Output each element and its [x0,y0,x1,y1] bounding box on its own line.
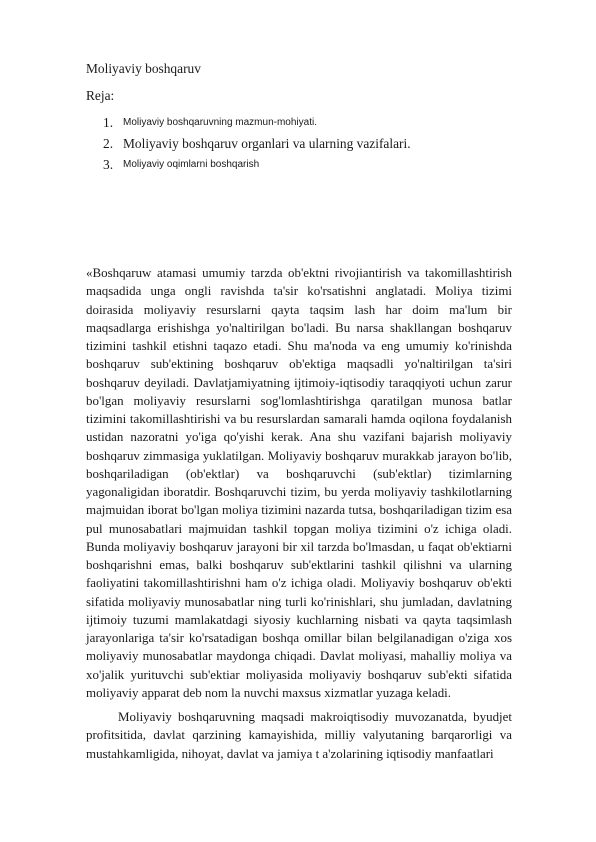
paragraph: Moliyaviy boshqaruvning maqsadi makroiqtisodiy muvozanatda, byudjet profitsitida, davlat qarzining kamayishida, milliy valyutaning barqarorligi va mustahkamligida, nihoyat, davlat va jamiya t a'zolarining iqtisodiy manfaatlari [86,709,512,761]
plan-item-text: Moliyaviy oqimlarni boshqarish [123,159,260,170]
plan-item [103,112,411,133]
plan-item-number: 2. [103,135,114,151]
plan-heading: Reja: [86,88,115,103]
plan-item-number: 1. [103,114,114,130]
plan-item [103,133,411,154]
body-text [86,264,512,763]
plan-item-text: Moliyaviy boshqaruvning mazmun-mohiyati. [123,117,317,128]
document-title: Moliyaviy boshqaruv [86,61,201,76]
plan-list [103,112,411,175]
plan-item-number: 3. [103,156,114,172]
plan-item-text: Moliyaviy boshqaruv organlari va ularning vazifalari. [123,135,411,151]
paragraph: «Boshqaruw atamasi umumiy tarzda ob'ektni rivojiantirish va takomillashtirish maqsadida unga ongli ravishda ta'sir ko'rsatishni anglatadi. Moliya tizimi doirasida moliyaviy resurslarni qayta taqsim lash har doim ma'lum bir maqsadlarga erishishga yo'naltirilgan bo'ladi. Bu narsa shakllangan boshqaruv tizimini tashkil etishni taqazo etadi. Shu ma'noda va eng umumiy ko'rinishda boshqaruv sub'ektining boshqaruv ob'ektiga maqsadli yo'naltirilgan ta'siri boshqaruv deyiladi. Davlatjamiyatning ijtimoiy-iqtisodiy taraqqiyoti uchun zarur bo'lgan moliyaviy resurslarni sog'lomlashtirishga qaratilgan munosa batlar tizimini takomillashtirishi va bu resurslardan samarali hamda oqilona foydalanish ustidan nazoratni yo'iga qo'yishi kerak. Ana shu vazifani bajarish moliyaviy boshqaruv zimmasiga yuklatilgan. Moliyaviy boshqaruv murakkab jarayon bo'lib, boshqariladigan (ob'ektlar) va boshqaruvchi (sub'ektlar) tizimlarning yagonaligidan iboratdir. Boshqaruvchi tizim, bu yerda moliyaviy tashkilotlarning majmuidan iborat bo'lgan moliya tizimini nazarda tutsa, boshqariladigan tizim esa pul munosabatlari majmuidan tashkil topgan moliya tizimini o'z ichiga oladi. Bunda moliyaviy boshqaruv jarayoni bir xil tarzda bo'lmasdan, u faqat ob'ektiarni boshqarishni emas, balki boshqaruv sub'ektlarini tashkil qilishni va ularning faoliyatini takomillashtirishni ham o'z ichiga oladi. Moliyaviy boshqaruv ob'ekti sifatida moliyaviy munosabatlar ning turli ko'rinishlari, shu jumladan, davlatning ijtimoiy tuzumi mamlakatdagi siyosiy kuchlarning nisbati va qayta taqsimlash jarayonlariga ta'sir ko'rsatadigan boshqa omillar bilan belgilanadigan o'ziga xos moliyaviy munosabatlar maydonga chiqadi. Davlat moliyasi, mahalliy moliya va xo'jalik yurituvchi sub'ektiar moliyasida moliyaviy boshqaruv sub'ekti sifatida moliyaviy apparat deb nom la nuvchi maxsus xizmatlar yuzaga keladi. [86,265,512,700]
plan-item [103,154,411,175]
